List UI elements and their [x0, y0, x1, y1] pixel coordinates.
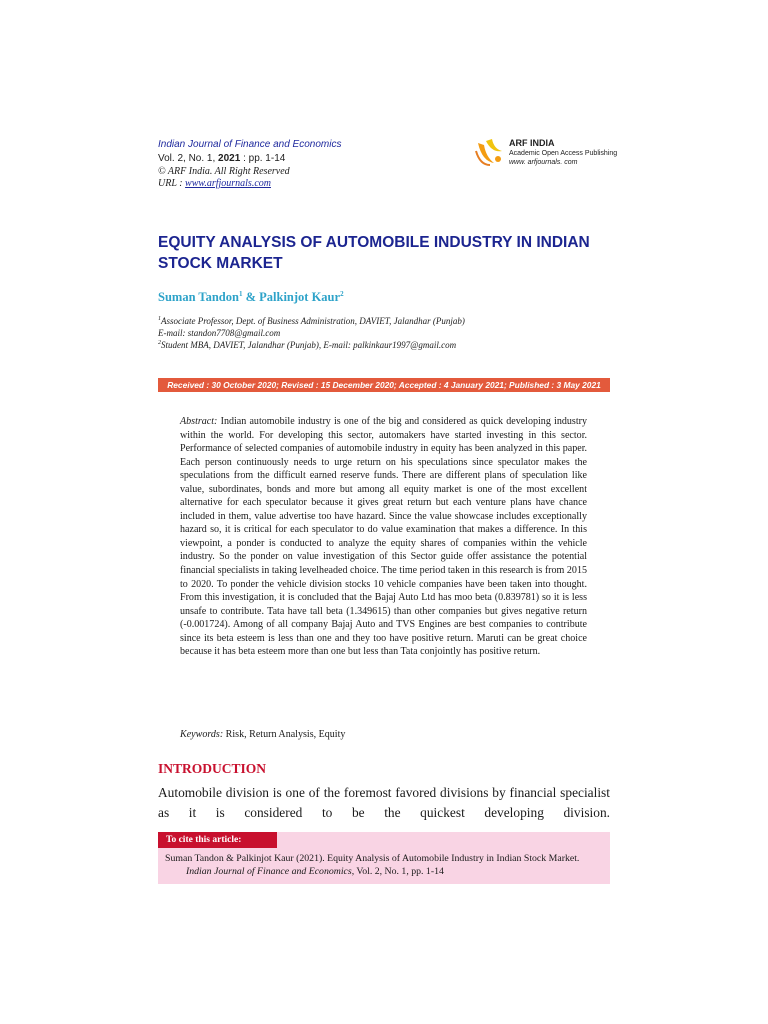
volume-year: 2021: [218, 153, 241, 164]
author-1: Suman Tandon: [158, 290, 239, 305]
authors: [158, 290, 344, 305]
abstract-label: Abstract:: [180, 416, 218, 427]
introduction-text: Automobile division is one of the foremost favored divisions by financial specialist as it is considered to be the quickest developing division.: [158, 785, 610, 820]
article-title: EQUITY ANALYSIS OF AUTOMOBILE INDUSTRY IN INDIAN STOCK MARKET: [158, 234, 590, 272]
url-label: URL :: [158, 178, 186, 189]
publisher-name: ARF INDIA: [509, 138, 555, 148]
arf-india-logo-icon: [472, 137, 506, 167]
author-2: Palkinjot Kaur: [259, 290, 341, 305]
volume-prefix: Vol. 2, No. 1,: [158, 153, 219, 164]
journal-url-line: [158, 178, 271, 189]
abstract: [180, 415, 587, 659]
citation-label: To cite this article:: [158, 832, 277, 848]
citation-journal: Indian Journal of Finance and Economics: [186, 866, 352, 877]
keywords: [180, 729, 345, 740]
publication-dates-bar: Received : 30 October 2020; Revised : 15 December 2020; Accepted : 4 January 2021; Published : 3 May 2021: [158, 378, 610, 392]
journal-name: Indian Journal of Finance and Economics: [158, 139, 342, 150]
affiliation-2: [158, 340, 456, 350]
author-1-sup: 1: [238, 290, 243, 298]
affiliation-1-text: Associate Professor, Dept. of Business Administration, DAVIET, Jalandhar (Punjab): [161, 316, 465, 326]
publisher-tagline: Academic Open Access Publishing: [509, 150, 618, 157]
citation-text: [165, 852, 605, 878]
affiliation-1-email: E-mail: standon7708@gmail.com: [158, 328, 281, 338]
affiliation-1-sup: 1: [158, 316, 161, 322]
keywords-label: Keywords:: [180, 729, 224, 740]
author-separator: &: [242, 290, 260, 305]
volume-pages: : pp. 1-14: [240, 153, 286, 164]
author-2-sup: 2: [340, 290, 344, 298]
journal-copyright: © ARF India. All Right Reserved: [158, 166, 290, 177]
affiliation-1: [158, 316, 465, 326]
publisher-url: www. arfjournals. com: [509, 159, 578, 166]
citation-plain: Suman Tandon & Palkinjot Kaur (2021). Equity Analysis of Automobile Industry in Indian Stock Market.: [165, 853, 580, 864]
introduction-heading: INTRODUCTION: [158, 761, 267, 776]
journal-volume: [158, 153, 285, 164]
journal-url-link[interactable]: www.arfjournals.com: [185, 178, 271, 189]
keywords-text: Risk, Return Analysis, Equity: [223, 729, 346, 740]
abstract-text: Indian automobile industry is one of the big and considered as quick developing industry within the world. For developing this sector, automakers have started investing in this sector. Performance of selected companies of automobile industry in equity has been analyzed in this paper. Each person continuously needs to urge return on his speculations since speculator makes the speculations from the difficult earned reserve funds. There are different plans of speculation like value, subordinates, bonds and more but among all equity market is one of the most excellent alternative for each speculator because it gives great return but each venture plans have chance included in them, value advertise too have hazard. Since the value showcase includes exceptionally hazard so, it is critical for each speculator to do value examination that makes a difference. In this viewpoint, a ponder is conducted to analyze the equity shares of companies within the vehicle industry. So the ponder on value investigation of this Sector guide offer assistance the potential financial specialists in taking levelheaded choice. The time period taken in this research is from 2015 to 2020. To ponder the vehicle division stocks 10 vehicle companies have been taken into thought. From this investigation, it is concluded that the Bajaj Auto Ltd has moo beta (0.839781) so it is less unsafe to contribute. Tata have tall beta (1.349615) than other companies but gives negative return (-0.001724). Among of all company Bajaj Auto and TVS Engines are best companies to contribute since its beta esteem is less than one and they too have positive return. Maruti can be great choice because it has beta esteem more than one but less than Tata conjointly has positive return.: [180, 416, 587, 658]
citation-end: , Vol. 2, No. 1, pp. 1-14: [351, 866, 444, 877]
affiliation-2-text: Student MBA, DAVIET, Jalandhar (Punjab), E-mail: palkinkaur1997@gmail.com: [161, 340, 457, 350]
affiliation-2-sup: 2: [158, 340, 161, 346]
